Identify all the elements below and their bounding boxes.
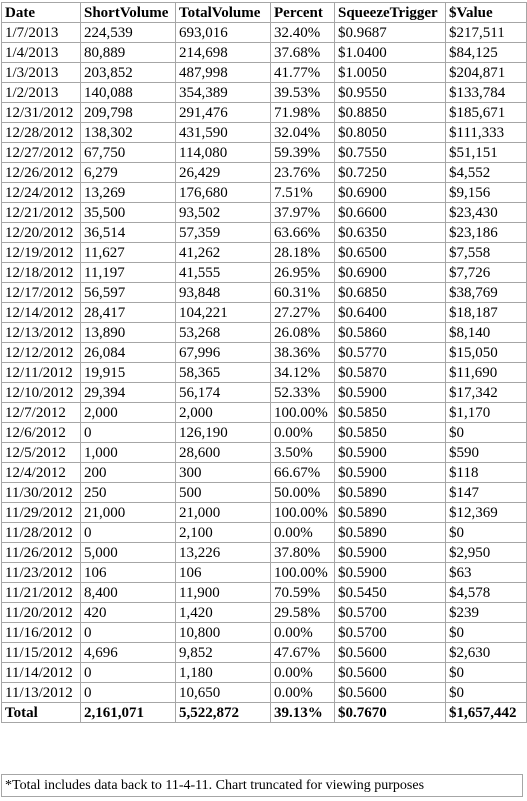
cell-percent: 37.97% bbox=[271, 203, 335, 223]
cell-squeeze-trigger: $0.8850 bbox=[335, 103, 446, 123]
cell-total-volume: 1,420 bbox=[176, 603, 271, 623]
cell-squeeze-trigger: $0.5900 bbox=[335, 463, 446, 483]
cell-dollar-value: $11,690 bbox=[446, 363, 527, 383]
cell-total-volume: 41,555 bbox=[176, 263, 271, 283]
cell-total-volume: 93,848 bbox=[176, 283, 271, 303]
table-row bbox=[2, 683, 527, 703]
table-row bbox=[2, 483, 527, 503]
cell-squeeze-trigger: $0.5900 bbox=[335, 443, 446, 463]
cell-percent: 28.18% bbox=[271, 243, 335, 263]
cell-percent: 37.68% bbox=[271, 43, 335, 63]
total-short-volume: 2,161,071 bbox=[81, 703, 176, 723]
cell-percent: 26.95% bbox=[271, 263, 335, 283]
cell-squeeze-trigger: $0.5860 bbox=[335, 323, 446, 343]
cell-dollar-value: $23,186 bbox=[446, 223, 527, 243]
cell-short-volume: 19,915 bbox=[81, 363, 176, 383]
cell-squeeze-trigger: $0.5600 bbox=[335, 643, 446, 663]
cell-short-volume: 80,889 bbox=[81, 43, 176, 63]
table-row bbox=[2, 63, 527, 83]
table-row bbox=[2, 523, 527, 543]
cell-squeeze-trigger: $0.5890 bbox=[335, 523, 446, 543]
cell-dollar-value: $9,156 bbox=[446, 183, 527, 203]
cell-date: 1/7/2013 bbox=[2, 23, 81, 43]
cell-dollar-value: $0 bbox=[446, 423, 527, 443]
header-row bbox=[2, 3, 527, 23]
cell-date: 11/14/2012 bbox=[2, 663, 81, 683]
cell-percent: 37.80% bbox=[271, 543, 335, 563]
cell-squeeze-trigger: $0.5770 bbox=[335, 343, 446, 363]
table-row bbox=[2, 563, 527, 583]
cell-squeeze-trigger: $0.6900 bbox=[335, 183, 446, 203]
total-squeeze-trigger: $0.7670 bbox=[335, 703, 446, 723]
cell-date: 12/19/2012 bbox=[2, 243, 81, 263]
cell-short-volume: 29,394 bbox=[81, 383, 176, 403]
cell-short-volume: 26,084 bbox=[81, 343, 176, 363]
cell-date: 12/21/2012 bbox=[2, 203, 81, 223]
cell-dollar-value: $133,784 bbox=[446, 83, 527, 103]
cell-total-volume: 354,389 bbox=[176, 83, 271, 103]
cell-squeeze-trigger: $0.5900 bbox=[335, 563, 446, 583]
cell-percent: 0.00% bbox=[271, 623, 335, 643]
table-row bbox=[2, 203, 527, 223]
cell-total-volume: 431,590 bbox=[176, 123, 271, 143]
cell-total-volume: 2,100 bbox=[176, 523, 271, 543]
cell-short-volume: 67,750 bbox=[81, 143, 176, 163]
cell-total-volume: 9,852 bbox=[176, 643, 271, 663]
cell-percent: 100.00% bbox=[271, 503, 335, 523]
cell-short-volume: 11,627 bbox=[81, 243, 176, 263]
cell-short-volume: 2,000 bbox=[81, 403, 176, 423]
cell-date: 12/26/2012 bbox=[2, 163, 81, 183]
cell-date: 12/6/2012 bbox=[2, 423, 81, 443]
cell-short-volume: 35,500 bbox=[81, 203, 176, 223]
cell-total-volume: 126,190 bbox=[176, 423, 271, 443]
cell-short-volume: 0 bbox=[81, 423, 176, 443]
cell-squeeze-trigger: $0.7550 bbox=[335, 143, 446, 163]
cell-date: 11/30/2012 bbox=[2, 483, 81, 503]
cell-date: 12/13/2012 bbox=[2, 323, 81, 343]
cell-date: 12/12/2012 bbox=[2, 343, 81, 363]
cell-dollar-value: $17,342 bbox=[446, 383, 527, 403]
cell-date: 12/18/2012 bbox=[2, 263, 81, 283]
cell-total-volume: 28,600 bbox=[176, 443, 271, 463]
cell-percent: 0.00% bbox=[271, 683, 335, 703]
cell-total-volume: 114,080 bbox=[176, 143, 271, 163]
cell-date: 12/14/2012 bbox=[2, 303, 81, 323]
cell-short-volume: 11,197 bbox=[81, 263, 176, 283]
cell-percent: 38.36% bbox=[271, 343, 335, 363]
cell-total-volume: 10,650 bbox=[176, 683, 271, 703]
cell-percent: 100.00% bbox=[271, 403, 335, 423]
cell-dollar-value: $185,671 bbox=[446, 103, 527, 123]
cell-dollar-value: $8,140 bbox=[446, 323, 527, 343]
cell-total-volume: 487,998 bbox=[176, 63, 271, 83]
cell-dollar-value: $0 bbox=[446, 523, 527, 543]
cell-total-volume: 58,365 bbox=[176, 363, 271, 383]
table-row bbox=[2, 423, 527, 443]
cell-total-volume: 1,180 bbox=[176, 663, 271, 683]
cell-percent: 59.39% bbox=[271, 143, 335, 163]
cell-date: 12/10/2012 bbox=[2, 383, 81, 403]
cell-short-volume: 0 bbox=[81, 623, 176, 643]
cell-dollar-value: $590 bbox=[446, 443, 527, 463]
table-row bbox=[2, 343, 527, 363]
cell-short-volume: 0 bbox=[81, 683, 176, 703]
cell-short-volume: 0 bbox=[81, 523, 176, 543]
table-row bbox=[2, 83, 527, 103]
short-volume-table bbox=[1, 2, 527, 723]
cell-squeeze-trigger: $0.5600 bbox=[335, 663, 446, 683]
total-row bbox=[2, 703, 527, 723]
cell-dollar-value: $239 bbox=[446, 603, 527, 623]
cell-short-volume: 106 bbox=[81, 563, 176, 583]
cell-percent: 66.67% bbox=[271, 463, 335, 483]
cell-total-volume: 21,000 bbox=[176, 503, 271, 523]
cell-total-volume: 300 bbox=[176, 463, 271, 483]
cell-dollar-value: $4,552 bbox=[446, 163, 527, 183]
cell-squeeze-trigger: $1.0050 bbox=[335, 63, 446, 83]
cell-squeeze-trigger: $0.5700 bbox=[335, 603, 446, 623]
cell-short-volume: 203,852 bbox=[81, 63, 176, 83]
header-total-volume: TotalVolume bbox=[176, 3, 271, 23]
table-row bbox=[2, 303, 527, 323]
cell-percent: 50.00% bbox=[271, 483, 335, 503]
cell-dollar-value: $4,578 bbox=[446, 583, 527, 603]
table-row bbox=[2, 23, 527, 43]
cell-dollar-value: $84,125 bbox=[446, 43, 527, 63]
cell-short-volume: 28,417 bbox=[81, 303, 176, 323]
cell-date: 12/4/2012 bbox=[2, 463, 81, 483]
cell-percent: 52.33% bbox=[271, 383, 335, 403]
total-total-volume: 5,522,872 bbox=[176, 703, 271, 723]
cell-squeeze-trigger: $0.5850 bbox=[335, 403, 446, 423]
cell-short-volume: 250 bbox=[81, 483, 176, 503]
cell-total-volume: 53,268 bbox=[176, 323, 271, 343]
table-row bbox=[2, 603, 527, 623]
cell-squeeze-trigger: $0.5890 bbox=[335, 483, 446, 503]
table-row bbox=[2, 123, 527, 143]
cell-short-volume: 13,890 bbox=[81, 323, 176, 343]
cell-dollar-value: $0 bbox=[446, 663, 527, 683]
cell-date: 11/16/2012 bbox=[2, 623, 81, 643]
cell-total-volume: 2,000 bbox=[176, 403, 271, 423]
cell-total-volume: 10,800 bbox=[176, 623, 271, 643]
cell-percent: 32.04% bbox=[271, 123, 335, 143]
cell-percent: 100.00% bbox=[271, 563, 335, 583]
cell-short-volume: 140,088 bbox=[81, 83, 176, 103]
cell-total-volume: 214,698 bbox=[176, 43, 271, 63]
table-row bbox=[2, 103, 527, 123]
cell-short-volume: 6,279 bbox=[81, 163, 176, 183]
cell-date: 11/15/2012 bbox=[2, 643, 81, 663]
cell-total-volume: 693,016 bbox=[176, 23, 271, 43]
cell-percent: 0.00% bbox=[271, 523, 335, 543]
cell-total-volume: 56,174 bbox=[176, 383, 271, 403]
cell-dollar-value: $2,630 bbox=[446, 643, 527, 663]
total-dollar-value: $1,657,442 bbox=[446, 703, 527, 723]
cell-percent: 0.00% bbox=[271, 663, 335, 683]
table-row bbox=[2, 263, 527, 283]
table-row bbox=[2, 583, 527, 603]
cell-percent: 34.12% bbox=[271, 363, 335, 383]
cell-date: 11/13/2012 bbox=[2, 683, 81, 703]
cell-date: 12/28/2012 bbox=[2, 123, 81, 143]
table-row bbox=[2, 243, 527, 263]
cell-date: 12/11/2012 bbox=[2, 363, 81, 383]
cell-date: 11/20/2012 bbox=[2, 603, 81, 623]
cell-squeeze-trigger: $0.5890 bbox=[335, 503, 446, 523]
cell-date: 1/3/2013 bbox=[2, 63, 81, 83]
cell-total-volume: 500 bbox=[176, 483, 271, 503]
table-row bbox=[2, 283, 527, 303]
cell-percent: 0.00% bbox=[271, 423, 335, 443]
cell-squeeze-trigger: $0.5850 bbox=[335, 423, 446, 443]
table-row bbox=[2, 543, 527, 563]
cell-date: 12/31/2012 bbox=[2, 103, 81, 123]
cell-short-volume: 5,000 bbox=[81, 543, 176, 563]
cell-squeeze-trigger: $0.7250 bbox=[335, 163, 446, 183]
cell-squeeze-trigger: $0.6400 bbox=[335, 303, 446, 323]
cell-percent: 32.40% bbox=[271, 23, 335, 43]
cell-short-volume: 8,400 bbox=[81, 583, 176, 603]
cell-date: 12/24/2012 bbox=[2, 183, 81, 203]
cell-percent: 29.58% bbox=[271, 603, 335, 623]
cell-total-volume: 106 bbox=[176, 563, 271, 583]
cell-total-volume: 93,502 bbox=[176, 203, 271, 223]
cell-percent: 3.50% bbox=[271, 443, 335, 463]
cell-short-volume: 1,000 bbox=[81, 443, 176, 463]
cell-dollar-value: $2,950 bbox=[446, 543, 527, 563]
cell-dollar-value: $204,871 bbox=[446, 63, 527, 83]
cell-total-volume: 104,221 bbox=[176, 303, 271, 323]
cell-squeeze-trigger: $1.0400 bbox=[335, 43, 446, 63]
cell-short-volume: 420 bbox=[81, 603, 176, 623]
cell-percent: 26.08% bbox=[271, 323, 335, 343]
cell-percent: 60.31% bbox=[271, 283, 335, 303]
cell-dollar-value: $12,369 bbox=[446, 503, 527, 523]
table-row bbox=[2, 323, 527, 343]
cell-percent: 41.77% bbox=[271, 63, 335, 83]
cell-dollar-value: $111,333 bbox=[446, 123, 527, 143]
cell-dollar-value: $118 bbox=[446, 463, 527, 483]
cell-squeeze-trigger: $0.6500 bbox=[335, 243, 446, 263]
cell-squeeze-trigger: $0.5600 bbox=[335, 683, 446, 703]
cell-percent: 71.98% bbox=[271, 103, 335, 123]
cell-squeeze-trigger: $0.5870 bbox=[335, 363, 446, 383]
table-row bbox=[2, 663, 527, 683]
cell-date: 11/29/2012 bbox=[2, 503, 81, 523]
cell-dollar-value: $51,151 bbox=[446, 143, 527, 163]
cell-total-volume: 13,226 bbox=[176, 543, 271, 563]
table-row bbox=[2, 463, 527, 483]
cell-squeeze-trigger: $0.5450 bbox=[335, 583, 446, 603]
cell-short-volume: 200 bbox=[81, 463, 176, 483]
cell-squeeze-trigger: $0.5900 bbox=[335, 383, 446, 403]
footnote: *Total includes data back to 11-4-11. Chart truncated for viewing purposes bbox=[1, 774, 523, 797]
cell-squeeze-trigger: $0.9687 bbox=[335, 23, 446, 43]
table-row bbox=[2, 363, 527, 383]
cell-dollar-value: $18,187 bbox=[446, 303, 527, 323]
cell-total-volume: 176,680 bbox=[176, 183, 271, 203]
cell-percent: 7.51% bbox=[271, 183, 335, 203]
cell-percent: 39.53% bbox=[271, 83, 335, 103]
cell-total-volume: 11,900 bbox=[176, 583, 271, 603]
cell-total-volume: 41,262 bbox=[176, 243, 271, 263]
cell-dollar-value: $38,769 bbox=[446, 283, 527, 303]
cell-total-volume: 67,996 bbox=[176, 343, 271, 363]
cell-short-volume: 36,514 bbox=[81, 223, 176, 243]
cell-dollar-value: $217,511 bbox=[446, 23, 527, 43]
cell-date: 11/26/2012 bbox=[2, 543, 81, 563]
cell-squeeze-trigger: $0.6900 bbox=[335, 263, 446, 283]
cell-short-volume: 0 bbox=[81, 663, 176, 683]
table-row bbox=[2, 183, 527, 203]
table-row bbox=[2, 383, 527, 403]
cell-squeeze-trigger: $0.8050 bbox=[335, 123, 446, 143]
cell-dollar-value: $0 bbox=[446, 683, 527, 703]
cell-percent: 23.76% bbox=[271, 163, 335, 183]
cell-date: 12/7/2012 bbox=[2, 403, 81, 423]
cell-squeeze-trigger: $0.6350 bbox=[335, 223, 446, 243]
table-row bbox=[2, 443, 527, 463]
cell-squeeze-trigger: $0.6600 bbox=[335, 203, 446, 223]
cell-short-volume: 21,000 bbox=[81, 503, 176, 523]
cell-date: 12/17/2012 bbox=[2, 283, 81, 303]
cell-short-volume: 13,269 bbox=[81, 183, 176, 203]
header-squeeze-trigger: SqueezeTrigger bbox=[335, 3, 446, 23]
cell-date: 11/21/2012 bbox=[2, 583, 81, 603]
header-short-volume: ShortVolume bbox=[81, 3, 176, 23]
table-row bbox=[2, 623, 527, 643]
cell-date: 11/28/2012 bbox=[2, 523, 81, 543]
cell-dollar-value: $7,726 bbox=[446, 263, 527, 283]
cell-percent: 70.59% bbox=[271, 583, 335, 603]
cell-date: 1/2/2013 bbox=[2, 83, 81, 103]
header-date: Date bbox=[2, 3, 81, 23]
cell-dollar-value: $1,170 bbox=[446, 403, 527, 423]
cell-dollar-value: $15,050 bbox=[446, 343, 527, 363]
cell-total-volume: 26,429 bbox=[176, 163, 271, 183]
cell-dollar-value: $23,430 bbox=[446, 203, 527, 223]
total-percent: 39.13% bbox=[271, 703, 335, 723]
cell-percent: 27.27% bbox=[271, 303, 335, 323]
table-row bbox=[2, 403, 527, 423]
cell-date: 12/5/2012 bbox=[2, 443, 81, 463]
cell-dollar-value: $0 bbox=[446, 623, 527, 643]
cell-date: 11/23/2012 bbox=[2, 563, 81, 583]
total-label: Total bbox=[2, 703, 81, 723]
table-row bbox=[2, 43, 527, 63]
cell-short-volume: 56,597 bbox=[81, 283, 176, 303]
cell-total-volume: 57,359 bbox=[176, 223, 271, 243]
cell-date: 12/20/2012 bbox=[2, 223, 81, 243]
cell-squeeze-trigger: $0.9550 bbox=[335, 83, 446, 103]
cell-short-volume: 224,539 bbox=[81, 23, 176, 43]
cell-dollar-value: $7,558 bbox=[446, 243, 527, 263]
cell-squeeze-trigger: $0.5700 bbox=[335, 623, 446, 643]
cell-dollar-value: $63 bbox=[446, 563, 527, 583]
table-row bbox=[2, 643, 527, 663]
table-row bbox=[2, 143, 527, 163]
cell-dollar-value: $147 bbox=[446, 483, 527, 503]
cell-date: 1/4/2013 bbox=[2, 43, 81, 63]
cell-short-volume: 4,696 bbox=[81, 643, 176, 663]
table-row bbox=[2, 163, 527, 183]
table-row bbox=[2, 503, 527, 523]
cell-total-volume: 291,476 bbox=[176, 103, 271, 123]
table-body bbox=[2, 23, 527, 703]
cell-short-volume: 209,798 bbox=[81, 103, 176, 123]
header-dollar-value: $Value bbox=[446, 3, 527, 23]
cell-short-volume: 138,302 bbox=[81, 123, 176, 143]
cell-squeeze-trigger: $0.6850 bbox=[335, 283, 446, 303]
header-percent: Percent bbox=[271, 3, 335, 23]
cell-date: 12/27/2012 bbox=[2, 143, 81, 163]
cell-percent: 47.67% bbox=[271, 643, 335, 663]
cell-squeeze-trigger: $0.5900 bbox=[335, 543, 446, 563]
cell-percent: 63.66% bbox=[271, 223, 335, 243]
table-row bbox=[2, 223, 527, 243]
